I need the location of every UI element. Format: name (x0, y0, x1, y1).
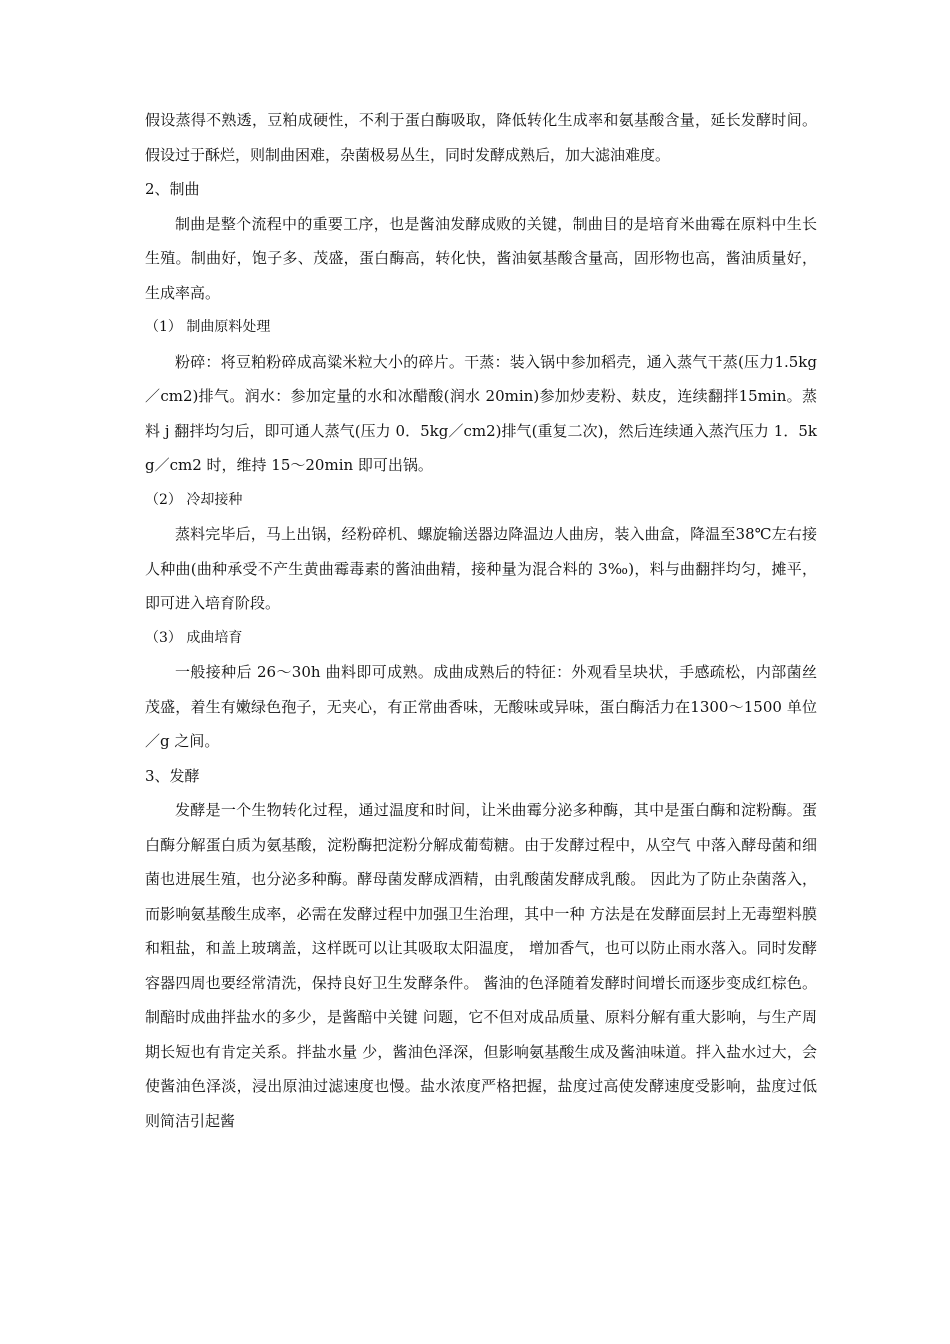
paragraph-cooling-inoculation: 蒸料完毕后，马上出锅，经粉碎机、螺旋输送器边降温边人曲房，装入曲盒，降温至38℃左右接人种曲(曲种承受不产生黄曲霉毒素的酱油曲精，接种量为混合料的 3‰)，料与曲翻拌均匀，摊平，即可进入培育阶段。 (145, 525, 817, 612)
paragraph-koji-intro: 制曲是整个流程中的重要工序，也是酱油发酵成败的关键，制曲目的是培育米曲霉在原料中生长生殖。制曲好，饱子多、茂盛，蛋白酶高，转化快，酱油氨基酸含量高，固形物也高，酱油质量好，生成率高。 (145, 214, 817, 302)
paragraph-raw-material-processing: 粉碎：将豆粕粉碎成高粱米粒大小的碎片。干蒸：装入锅中参加稻壳，通入蒸气干蒸(压力1.5kg／cm2)排气。润水：参加定量的水和冰醋酸(润水 20min)参加炒麦粉、麸皮，连续翻拌15min。蒸料 j 翻拌均匀后，即可通人蒸气(压力 0．5kg／cm2)排气(重复二次)，然后连续通入蒸汽压力 1．5kg／cm2 时，维持 15～20min 即可出锅。 (145, 352, 817, 474)
subheading-cooling-inoculation: （2） 冷却接种 (145, 491, 243, 508)
section-heading-koji-making: 2、制曲 (145, 180, 200, 198)
subheading-koji-cultivation: （3） 成曲培育 (145, 629, 243, 646)
section-heading-fermentation: 3、发酵 (145, 766, 200, 785)
paragraph-fermentation: 发酵是一个生物转化过程，通过温度和时间，让米曲霉分泌多种酶，其中是蛋白酶和淀粉酶。蛋白酶分解蛋白质为氨基酸，淀粉酶把淀粉分解成葡萄糖。由于发酵过程中，从空气 中落入酵母菌和细菌也进展生殖，也分泌多种酶。酵母菌发酵成酒精，由乳酸菌发酵成乳酸。 因此为了防止杂菌落入，而影响氨基酸生成率，必需在发酵过程中加强卫生治理，其中一种 方法是在发酵面层封上无毒塑料膜和粗盐，和盖上玻璃盖，这样既可以让其吸取太阳温度， 增加香气，也可以防止雨水落入。同时发酵容器四周也要经常清洗，保持良好卫生发酵条件。 酱油的色泽随着发酵时间增长而逐步变成红棕色。制醅时成曲拌盐水的多少，是酱醅中关键 问题，它不但对成品质量、原料分解有重大影响，与生产周期长短也有肯定关系。拌盐水量 少，酱油色泽深，但影响氨基酸生成及酱油味道。拌入盐水过大，会使酱油色泽淡，浸出原油过滤速度也慢。盐水浓度严格把握，盐度过高使发酵速度受影响，盐度过低则简洁引起酱 (145, 801, 817, 1130)
subheading-raw-material-processing: （1） 制曲原料处理 (145, 319, 271, 335)
document-body (145, 103, 817, 1138)
paragraph-koji-cultivation: 一般接种后 26～30h 曲料即可成熟。成曲成熟后的特征：外观看呈块状，手感疏松，内部菌丝茂盛，着生有嫩绿色孢子，无夹心，有正常曲香味，无酸味或异味，蛋白酶活力在1300～1500 单位／g 之间。 (145, 663, 817, 750)
paragraph-steaming-effects: 假设蒸得不熟透，豆粕成硬性，不利于蛋白酶吸取，降低转化生成率和氨基酸含量，延长发酵时间。假设过于酥烂，则制曲困难，杂菌极易丛生，同时发酵成熟后，加大滤油难度。 (145, 111, 817, 164)
